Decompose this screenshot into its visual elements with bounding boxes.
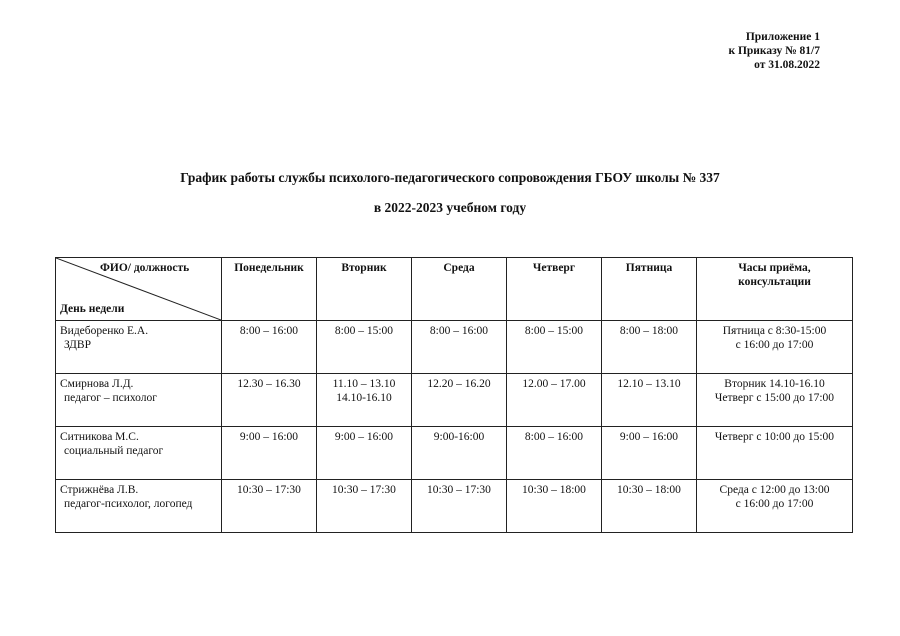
table-row: [56, 427, 853, 480]
document-title: График работы службы психолого-педагогического сопровождения ГБОУ школы № 337: [180, 170, 720, 185]
tuesday-cell: 9:00 – 16:00: [317, 427, 412, 480]
friday-cell: 8:00 – 18:00: [602, 321, 697, 374]
staff-name: Стрижнёва Л.В.: [60, 484, 139, 496]
schedule-table: [55, 257, 853, 533]
hours-line-1: Среда с 12:00 до 13:00: [719, 484, 830, 496]
staff-role: педагог – психолог: [64, 392, 157, 404]
monday-cell: 12.30 – 16.30: [222, 374, 317, 427]
thursday-cell: 12.00 – 17.00: [507, 374, 602, 427]
hours-line-2: с 16:00 до 17:00: [735, 498, 814, 510]
thursday-cell: 8:00 – 15:00: [507, 321, 602, 374]
friday-cell: 9:00 – 16:00: [602, 427, 697, 480]
friday-cell: 12.10 – 13.10: [602, 374, 697, 427]
hours-line-1: Вторник 14.10-16.10: [724, 378, 825, 390]
hours-cell: [697, 374, 853, 427]
tuesday-cell: [317, 374, 412, 427]
tuesday-slot-2: 14.10-16.10: [336, 392, 392, 404]
hours-line-2: с 16:00 до 17:00: [735, 339, 814, 351]
monday-cell: 8:00 – 16:00: [222, 321, 317, 374]
monday-cell: 9:00 – 16:00: [222, 427, 317, 480]
table-header-row: [56, 258, 853, 321]
corner-label-name: ФИО/ должность: [100, 262, 190, 274]
header-monday: Понедельник: [222, 258, 317, 321]
staff-cell: [56, 321, 222, 374]
hours-line-2: Четверг с 15:00 до 17:00: [714, 392, 835, 404]
staff-role: ЗДВР: [64, 339, 91, 351]
appendix-block: [728, 30, 820, 72]
corner-label-day: День недели: [60, 303, 125, 315]
tuesday-slot-1: 11.10 – 13.10: [332, 378, 396, 390]
staff-name: Видеборенко Е.А.: [60, 325, 149, 337]
tuesday-cell: 8:00 – 15:00: [317, 321, 412, 374]
staff-cell: [56, 480, 222, 533]
friday-cell: 10:30 – 18:00: [602, 480, 697, 533]
monday-cell: 10:30 – 17:30: [222, 480, 317, 533]
table-row: [56, 374, 853, 427]
wednesday-cell: 12.20 – 16.20: [412, 374, 507, 427]
hours-line-1: Четверг с 10:00 до 15:00: [714, 431, 835, 443]
tuesday-cell: 10:30 – 17:30: [317, 480, 412, 533]
header-thursday: Четверг: [507, 258, 602, 321]
header-friday: Пятница: [602, 258, 697, 321]
hours-cell: [697, 480, 853, 533]
staff-role: социальный педагог: [64, 445, 164, 457]
thursday-cell: 8:00 – 16:00: [507, 427, 602, 480]
staff-cell: [56, 427, 222, 480]
header-wednesday: Среда: [412, 258, 507, 321]
corner-header-cell: [56, 258, 222, 321]
staff-role: педагог-психолог, логопед: [64, 498, 193, 510]
header-hours: Часы приёма, консультации: [697, 258, 853, 321]
document-subtitle: в 2022-2023 учебном году: [373, 200, 527, 215]
appendix-line-1: Приложение 1: [745, 31, 820, 43]
hours-cell: [697, 321, 853, 374]
wednesday-cell: 10:30 – 17:30: [412, 480, 507, 533]
table-row: [56, 480, 853, 533]
wednesday-cell: 9:00-16:00: [412, 427, 507, 480]
wednesday-cell: 8:00 – 16:00: [412, 321, 507, 374]
staff-name: Смирнова Л.Д.: [60, 378, 134, 390]
staff-name: Ситникова М.С.: [60, 431, 139, 443]
hours-cell: [697, 427, 853, 480]
header-tuesday: Вторник: [317, 258, 412, 321]
staff-cell: [56, 374, 222, 427]
table-row: [56, 321, 853, 374]
appendix-line-3: от 31.08.2022: [754, 59, 820, 71]
appendix-line-2: к Приказу № 81/7: [728, 45, 820, 57]
hours-line-1: Пятница с 8:30-15:00: [722, 325, 827, 337]
thursday-cell: 10:30 – 18:00: [507, 480, 602, 533]
